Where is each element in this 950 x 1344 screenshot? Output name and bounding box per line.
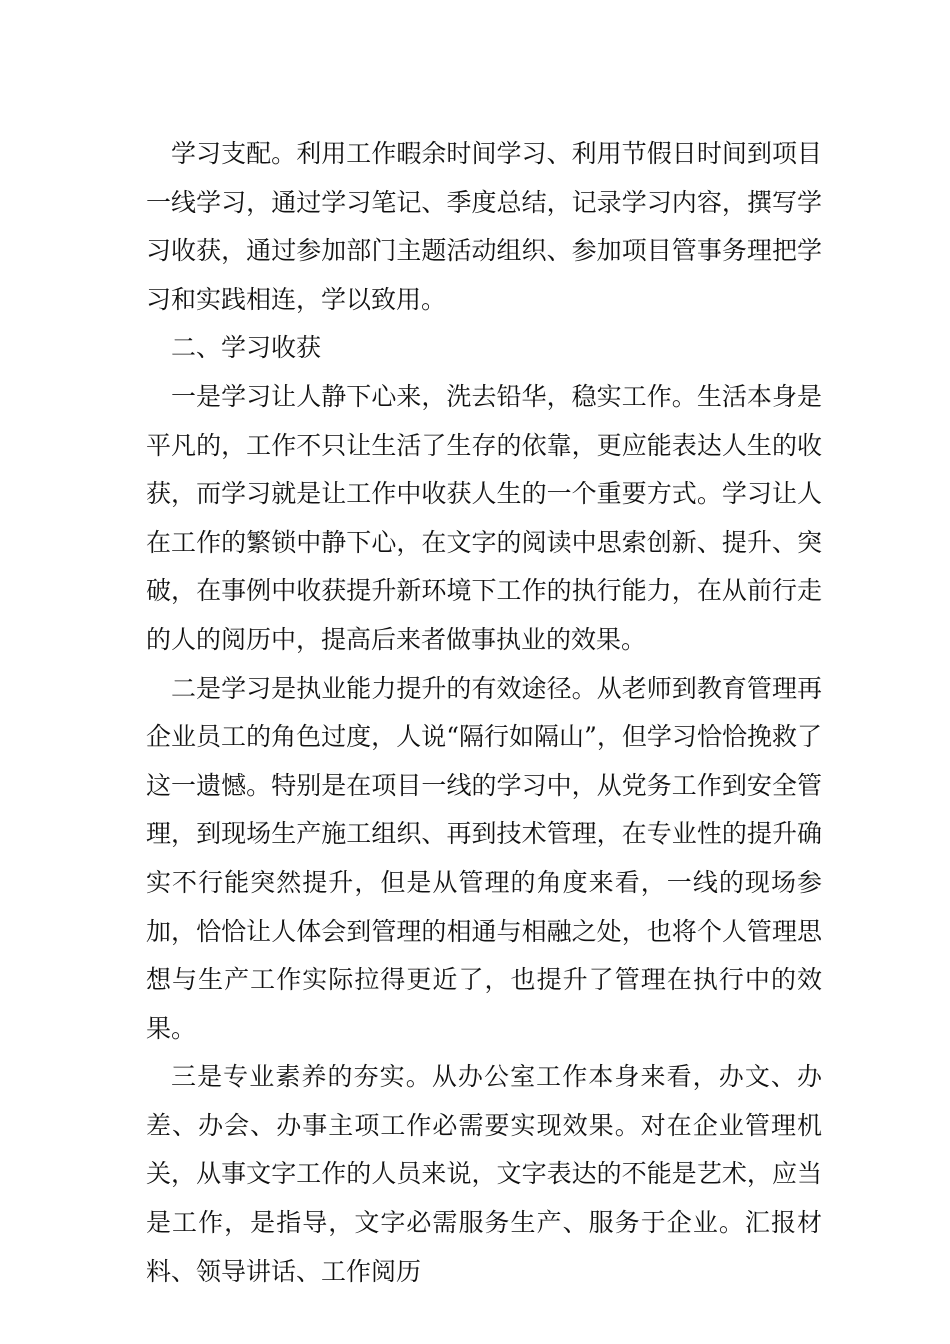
paragraph-gain-two: 二是学习是执业能力提升的有效途径。从老师到教育管理再企业员工的角色过度，人说“隔行如隔山”，但学习恰恰挽救了这一遗憾。特别是在项目一线的学习中，从党务工作到安全管理，到现场生产施工组织、再到技术管理，在专业性的提升确实不行能突然提升，但是从管理的角度来看，一线的现场参加，恰恰让人体会到管理的相通与相融之处，也将个人管理思想与生产工作实际拉得更近了，也提升了管理在执行中的效果。 <box>146 673 822 1043</box>
section-heading-study-gains: 二、学习收获 <box>171 333 322 363</box>
document-body <box>146 130 822 1296</box>
paragraph-study-arrangement: 学习支配。利用工作暇余时间学习、利用节假日时间到项目一线学习，通过学习笔记、季度总结，记录学习内容，撰写学习收获，通过参加部门主题活动组织、参加项目管事务理把学习和实践相连，学以致用。 <box>146 139 822 314</box>
paragraph-gain-one: 一是学习让人静下心来，洗去铅华，稳实工作。生活本身是平凡的，工作不只让生活了生存的依靠，更应能表达人生的收获，而学习就是让工作中收获人生的一个重要方式。学习让人在工作的繁锁中静下心，在文字的阅读中思索创新、提升、突破，在事例中收获提升新环境下工作的执行能力，在从前行走的人的阅历中，提高后来者做事执业的效果。 <box>146 381 822 654</box>
paragraph-gain-three: 三是专业素养的夯实。从办公室工作本身来看，办文、办差、办会、办事主项工作必需要实现效果。对在企业管理机关，从事文字工作的人员来说，文字表达的不能是艺术，应当是工作，是指导，文字必需服务生产、服务于企业。汇报材料、领导讲话、工作阅历 <box>146 1062 822 1286</box>
